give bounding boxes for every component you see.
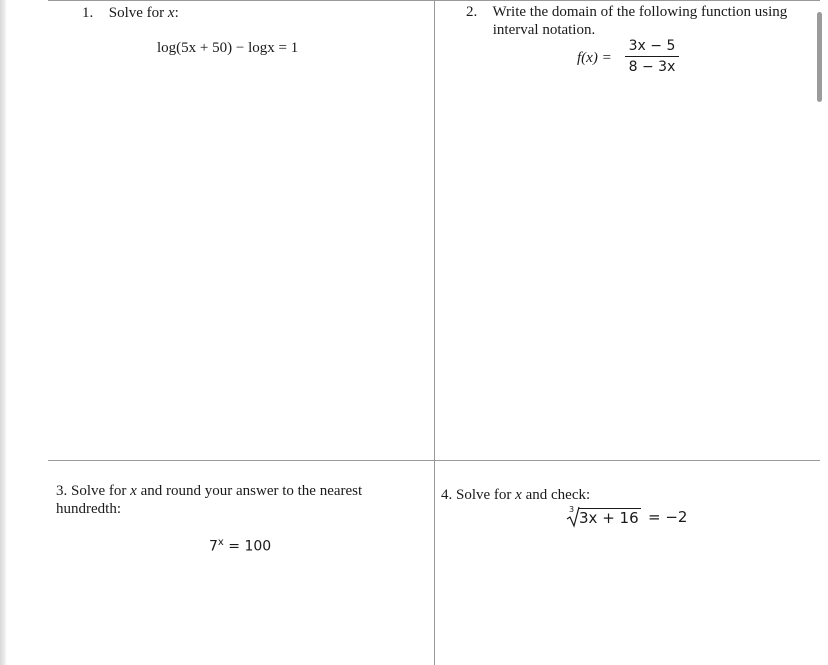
question-1-prompt (82, 4, 179, 22)
question-2-denominator: 8 − 3x (628, 59, 676, 75)
question-4-text-a: 4. Solve for (441, 487, 512, 503)
question-2-text-line2: interval notation. (492, 22, 596, 38)
question-1-number: 1. (82, 5, 94, 21)
question-2-numerator: 3x − 5 (628, 38, 676, 54)
question-2-fraction (625, 38, 679, 75)
scrollbar-thumb[interactable] (817, 12, 822, 102)
question-3-base: 7 (209, 538, 218, 555)
radical-sign-icon (566, 506, 580, 528)
question-3-text-b: and round your answer to the nearest (140, 483, 363, 499)
question-2-text-line1: Write the domain of the following function using (492, 4, 788, 20)
question-4-text-b: and check: (525, 487, 591, 503)
question-4-radicand: 3x + 16 (579, 509, 639, 527)
fraction-bar (625, 56, 679, 57)
question-2-function-name: f(x) = (577, 50, 612, 66)
question-1-variable: x (167, 5, 175, 21)
question-3-exponent: x (217, 537, 224, 548)
question-1-colon: : (174, 5, 179, 21)
question-4-rhs: = −2 (648, 508, 688, 526)
radical-index: 3 (569, 505, 575, 514)
question-2-prompt (466, 3, 816, 39)
question-3-equation (209, 537, 271, 555)
middle-divider (48, 460, 820, 461)
left-edge-shadow (0, 0, 6, 665)
question-3-variable: x (130, 483, 137, 499)
question-4-variable: x (515, 487, 522, 503)
center-divider (434, 0, 435, 665)
question-3-prompt (56, 482, 406, 518)
question-1-text: Solve for (108, 5, 165, 21)
question-1-equation: log(5x + 50) − logx = 1 (157, 40, 299, 56)
question-2-number: 2. (466, 4, 478, 20)
question-3-rhs: = 100 (228, 538, 272, 555)
question-3-text-a: 3. Solve for (56, 483, 127, 499)
question-3-text-line2: hundredth: (56, 501, 121, 517)
question-4-prompt (441, 486, 590, 504)
